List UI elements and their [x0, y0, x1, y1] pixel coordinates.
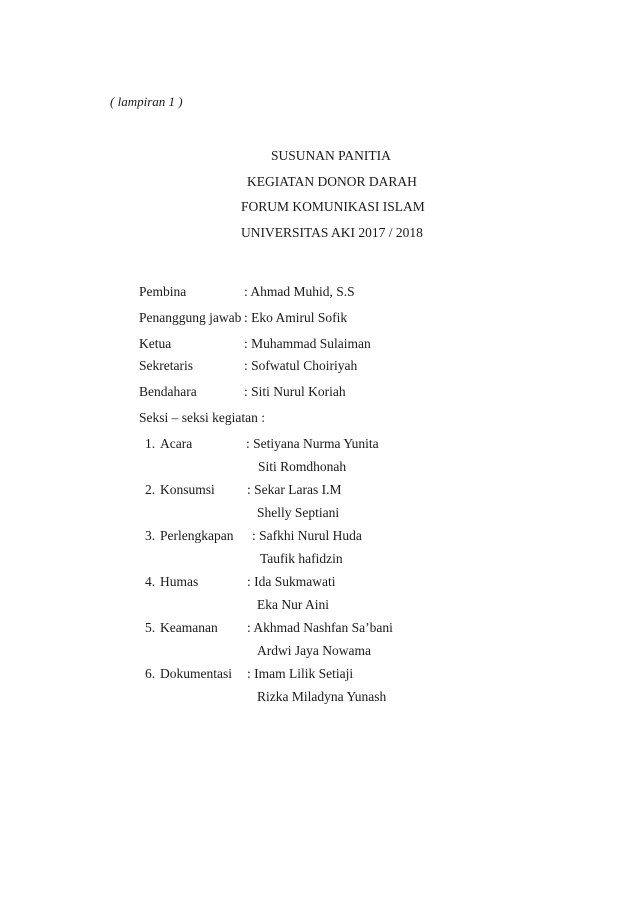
section-number: 6.	[145, 666, 156, 681]
officer-name: : Muhammad Sulaiman	[244, 336, 371, 351]
section-member: Taufik hafidzin	[260, 551, 343, 566]
section-member: Eka Nur Aini	[257, 597, 329, 612]
section-number: 5.	[145, 620, 156, 635]
officer-role: Pembina	[139, 284, 187, 299]
officer-name: : Siti Nurul Koriah	[244, 384, 346, 399]
officer-name: : Eko Amirul Sofik	[244, 310, 348, 325]
sections-heading: Seksi – seksi kegiatan :	[139, 410, 265, 425]
section-label: Konsumsi	[160, 482, 215, 497]
section-member: : Sekar Laras I.M	[247, 482, 342, 497]
officer-role: Ketua	[139, 336, 172, 351]
officer-role: Penanggung jawab	[139, 310, 242, 325]
section-member: : Akhmad Nashfan Sa’bani	[247, 620, 393, 635]
section-member: Shelly Septiani	[257, 505, 340, 520]
section-member: Siti Romdhonah	[258, 459, 347, 474]
section-label: Perlengkapan	[160, 528, 234, 543]
section-number: 1.	[145, 436, 156, 451]
section-number: 2.	[145, 482, 156, 497]
title-line-3: FORUM KOMUNIKASI ISLAM	[241, 199, 425, 214]
section-label: Dokumentasi	[160, 666, 232, 681]
section-member: : Imam Lilik Setiaji	[247, 666, 354, 681]
officer-name: : Ahmad Muhid, S.S	[244, 284, 355, 299]
section-number: 4.	[145, 574, 156, 589]
officer-role: Bendahara	[139, 384, 197, 399]
section-label: Acara	[160, 436, 193, 451]
title-line-1: SUSUNAN PANITIA	[271, 148, 391, 163]
title-line-2: KEGIATAN DONOR DARAH	[247, 174, 417, 189]
officer-role: Sekretaris	[139, 358, 193, 373]
section-member: Rizka Miladyna Yunash	[257, 689, 387, 704]
section-member: Ardwi Jaya Nowama	[257, 643, 371, 658]
attachment-label: ( lampiran 1 )	[110, 94, 183, 109]
section-member: : Setiyana Nurma Yunita	[246, 436, 379, 451]
section-number: 3.	[145, 528, 156, 543]
section-member: : Ida Sukmawati	[247, 574, 336, 589]
title-line-4: UNIVERSITAS AKI 2017 / 2018	[241, 225, 423, 240]
section-member: : Safkhi Nurul Huda	[252, 528, 362, 543]
officer-name: : Sofwatul Choiriyah	[244, 358, 358, 373]
section-label: Keamanan	[160, 620, 218, 635]
section-label: Humas	[160, 574, 199, 589]
